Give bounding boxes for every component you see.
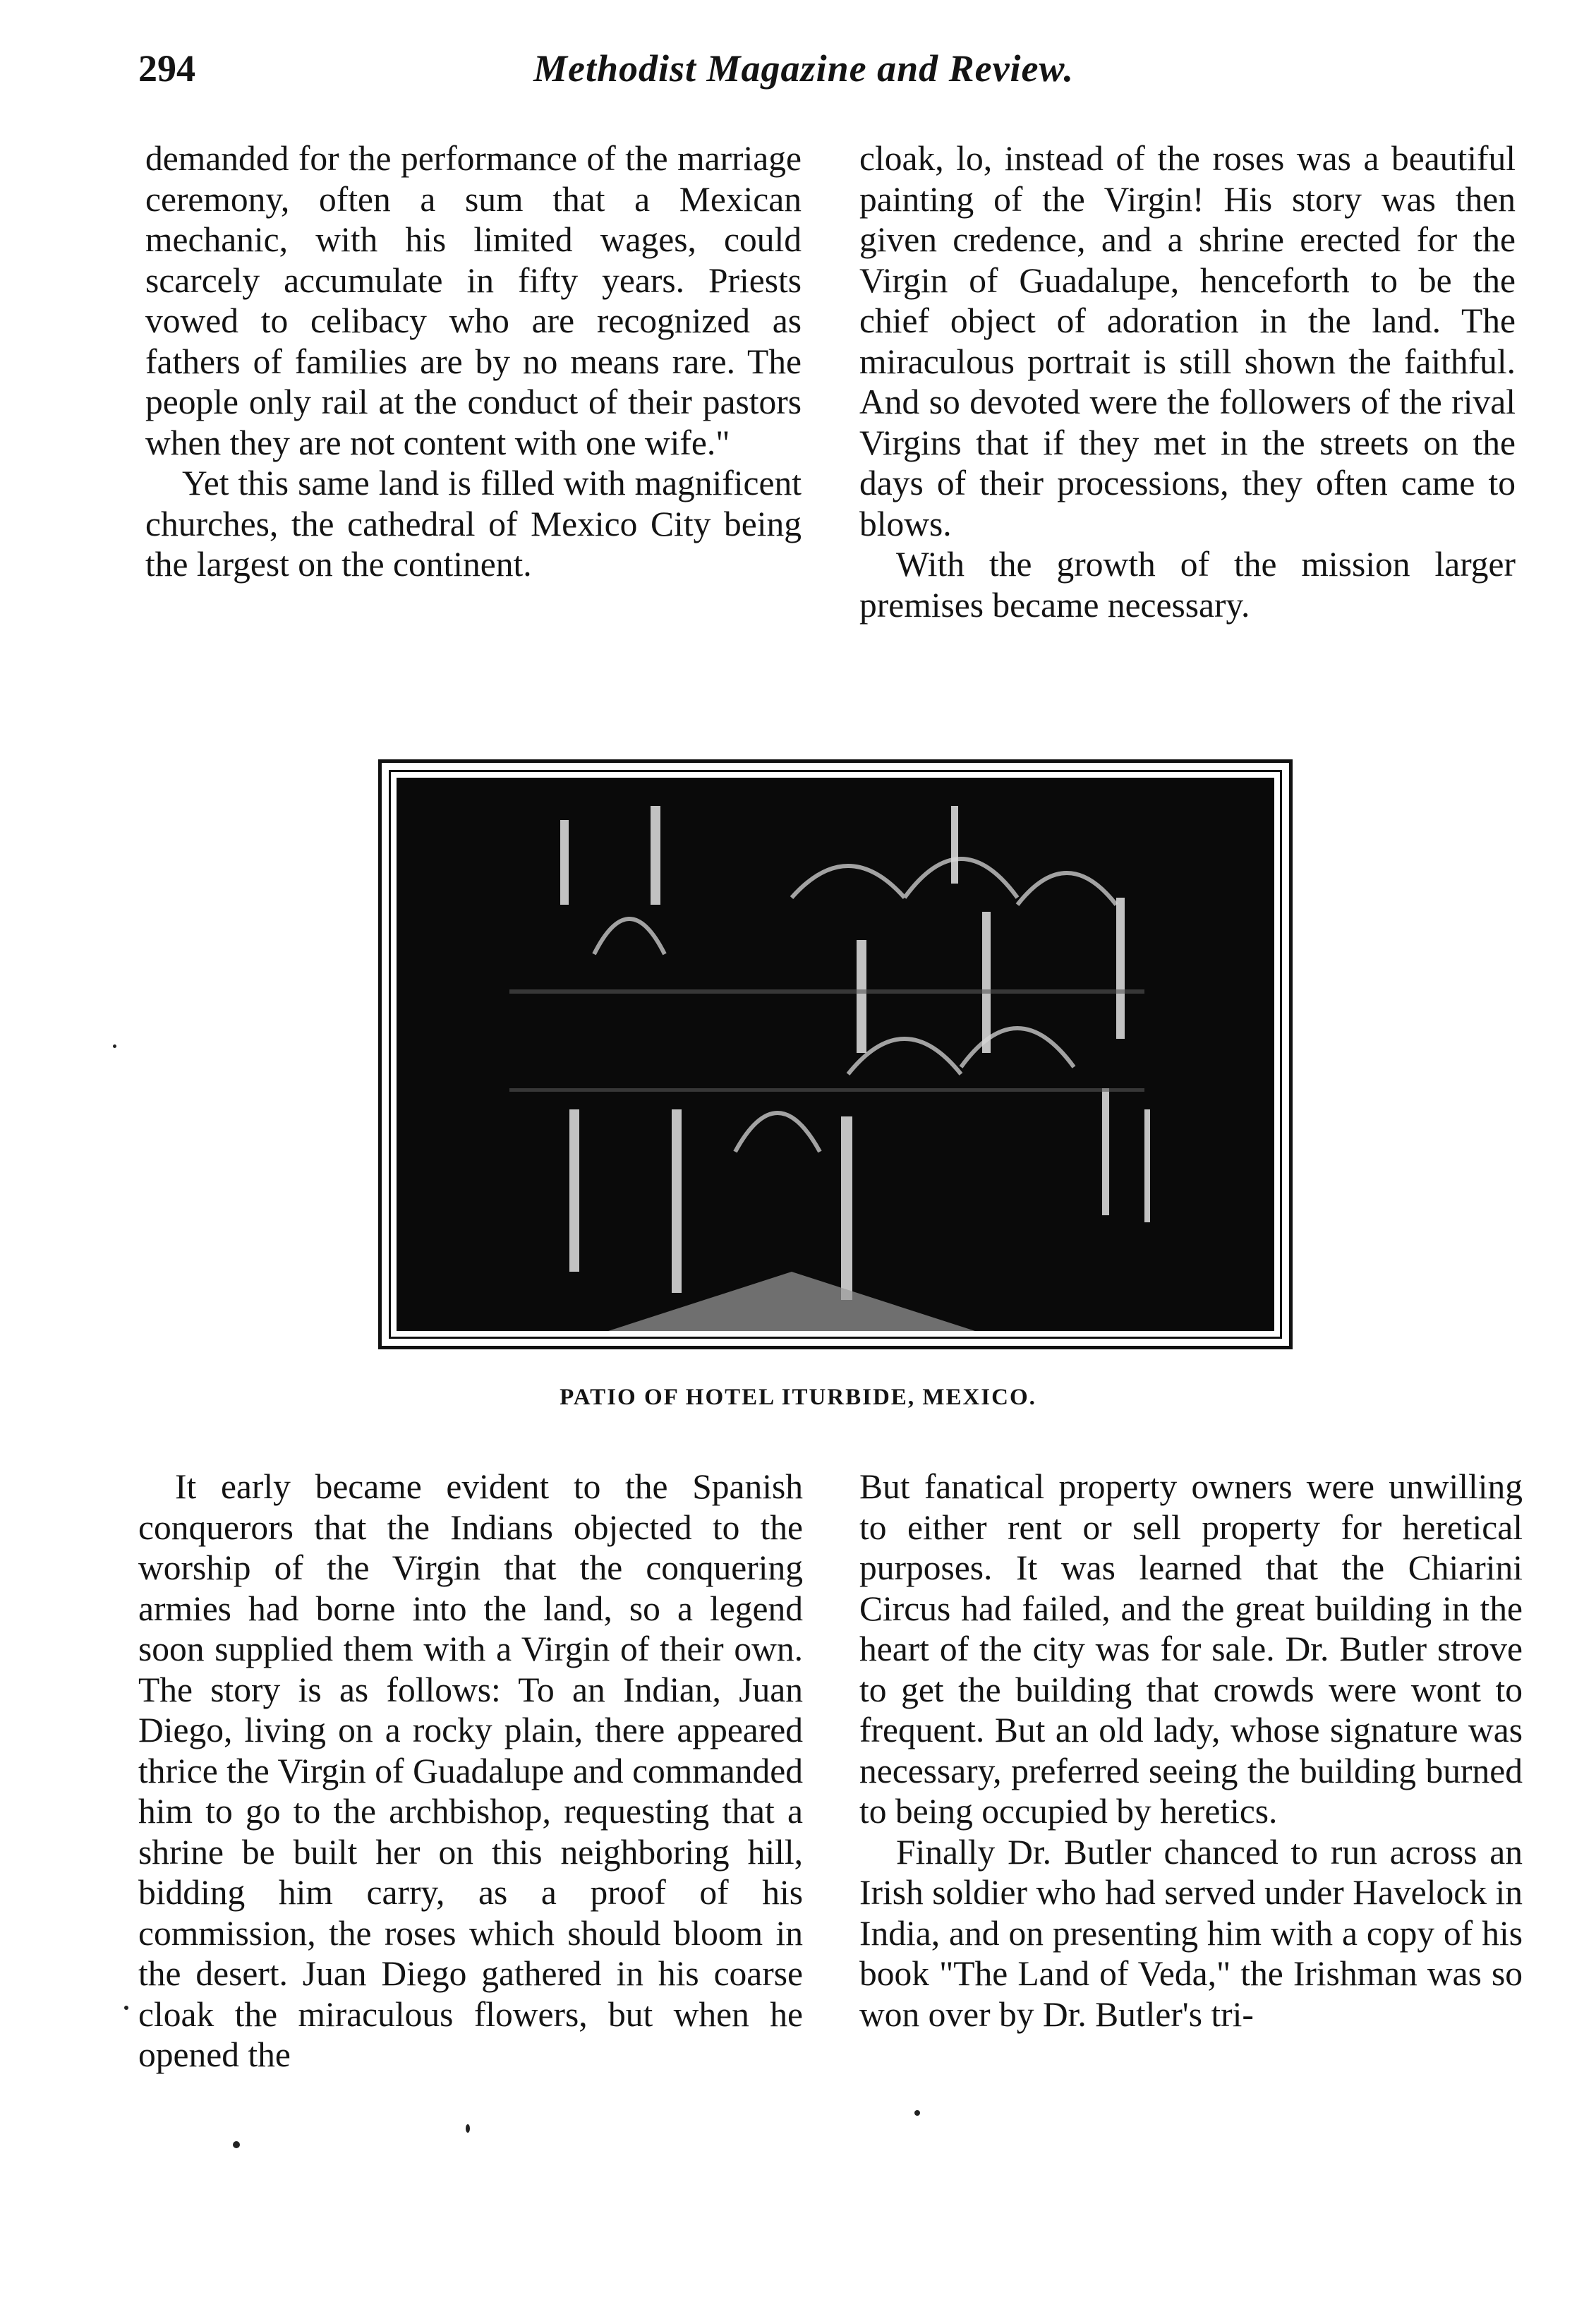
photo-frame (389, 770, 1282, 1339)
bottom-left-column (138, 1466, 803, 2076)
paragraph: cloak, lo, instead of the roses was a beautiful painting of the Virgin! His story was then given credence, and a shrine erected for the Virgin of Guadalupe, henceforth to be the chief object of adoration in the land. The miraculous portrait is still shown the faithful. And so devoted were the followers of the rival Virgins that if they met in the streets on the days of their processions, they often came to blows. (859, 139, 1516, 543)
patio-arches-illustration (397, 778, 1274, 1331)
page-header (138, 47, 1493, 110)
print-speck (233, 2141, 240, 2148)
print-speck (914, 2110, 920, 2116)
paragraph: Finally Dr. Butler chanced to run across an Irish soldier who had served under Havelock in India, and on presenting him with a copy of his book "The Land of Veda," the Irishman was so won over by Dr. Butler's tri- (859, 1832, 1523, 2034)
print-speck (124, 2006, 128, 2010)
page-number: 294 (138, 47, 195, 90)
paragraph: Yet this same land is filled with magnificent churches, the cathedral of Mexico City being the largest on the continent. (145, 464, 802, 584)
paragraph: But fanatical property owners were unwilling to either rent or sell property for heretical purposes. It was learned that the Chiarini Circus had failed, and the great building in the heart of the city was for sale. Dr. Butler strove to get the building that crowds were wont to frequent. But an old lady, whose signature was necessary, preferred seeing the building burned to being occupied by heretics. (859, 1467, 1523, 1831)
figure-caption: PATIO OF HOTEL ITURBIDE, MEXICO. (560, 1385, 1036, 1410)
print-speck (466, 2124, 470, 2133)
patio-photograph (378, 759, 1293, 1349)
running-title: Methodist Magazine and Review. (533, 47, 1075, 90)
photo-image (397, 778, 1274, 1331)
bottom-right-column (859, 1466, 1523, 2035)
paragraph: demanded for the performance of the marriage ceremony, often a sum that a Mexican mechanic, with his limited wages, could scarcely accumulate in fifty years. Priests vowed to celibacy who are recognized as fathers of families are by no means rare. The people only rail at the conduct of their pastors when they are not content with one wife." (145, 139, 802, 462)
top-left-column (145, 138, 802, 585)
paragraph: With the growth of the mission larger premises became necessary. (859, 545, 1516, 625)
top-right-column (859, 138, 1516, 625)
paragraph: It early became evident to the Spanish conquerors that the Indians objected to the worship of the Virgin that the conquering armies had borne into the land, so a legend soon supplied them with a Virgin of their own. The story is as follows: To an Indian, Juan Diego, living on a rocky plain, there appeared thrice the Virgin of Guadalupe and commanded him to go to the archbishop, requesting that a shrine be built her on this neighboring hill, bidding him carry, as a proof of his commission, the roses which should bloom in the desert. Juan Diego gathered in his coarse cloak the miraculous flowers, but when he opened the (138, 1467, 803, 2074)
print-speck (113, 1044, 116, 1048)
